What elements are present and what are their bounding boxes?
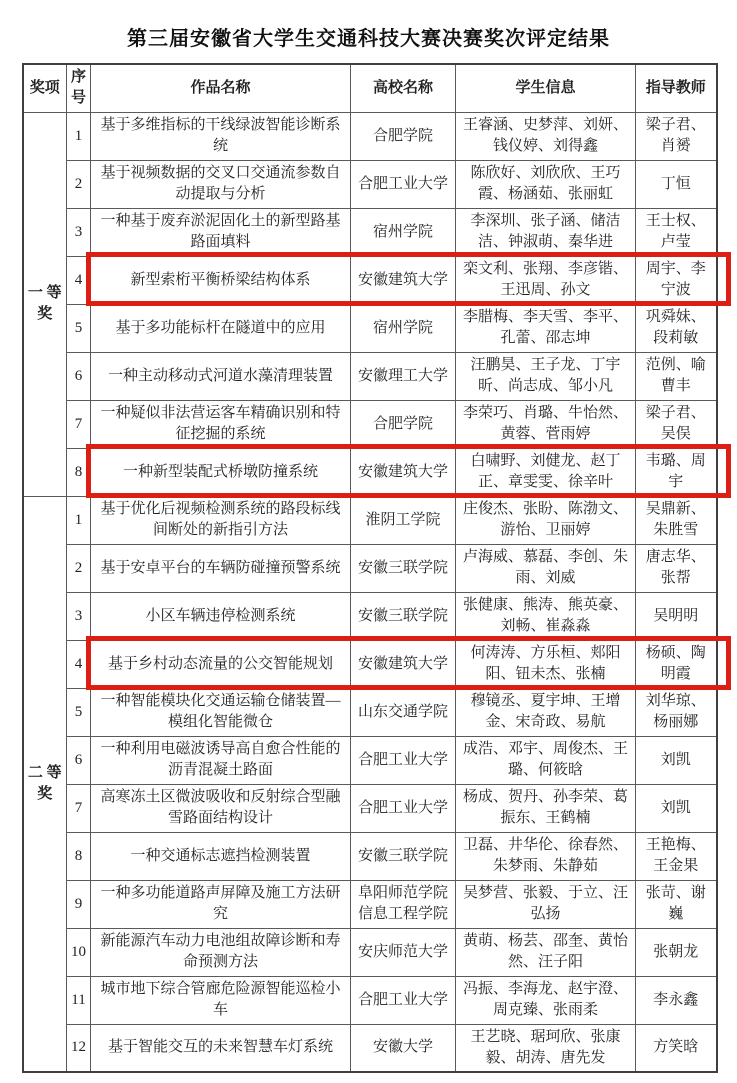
cell-work-title: 高寒冻土区微波吸收和反射综合型融雪路面结构设计 [91,784,351,832]
cell-serial-number: 4 [67,640,91,688]
table-row [23,112,717,160]
cell-serial-number: 8 [67,832,91,880]
cell-students: 陈欣好、刘欣欣、王巧霞、杨涵茹、张丽虹 [456,160,636,208]
cell-university: 宿州学院 [351,304,456,352]
cell-advisors: 丁恒 [636,160,717,208]
cell-university: 合肥学院 [351,112,456,160]
cell-serial-number: 2 [67,160,91,208]
cell-serial-number: 7 [67,400,91,448]
cell-students: 李深圳、张子涵、储洁洁、钟淑萌、秦华进 [456,208,636,256]
cell-serial-number: 6 [67,352,91,400]
table-row [23,784,717,832]
cell-university: 安徽建筑大学 [351,256,456,304]
results-table [22,63,718,1073]
cell-advisors: 张朝龙 [636,928,717,976]
cell-work-title: 一种智能模块化交通运输仓储装置—模组化智能微仓 [91,688,351,736]
cell-work-title: 一种疑似非法营运客车精确识别和特征挖掘的系统 [91,400,351,448]
col-header-university: 高校名称 [351,64,456,112]
cell-serial-number: 5 [67,304,91,352]
cell-students: 成浩、邓宇、周俊杰、王璐、何筱晗 [456,736,636,784]
results-table-wrap [22,63,716,1073]
cell-work-title: 基于乡村动态流量的公交智能规划 [91,640,351,688]
cell-university: 合肥工业大学 [351,976,456,1024]
cell-students: 黄萌、杨芸、邵奎、黄怡然、汪子阳 [456,928,636,976]
cell-university: 合肥学院 [351,400,456,448]
table-row [23,448,717,496]
cell-students: 栾文利、张翔、李彦锴、王迅周、孙文 [456,256,636,304]
table-row [23,832,717,880]
cell-advisors: 方笑晗 [636,1024,717,1072]
col-header-serial: 序号 [67,64,91,112]
cell-university: 安徽三联学院 [351,592,456,640]
cell-serial-number: 7 [67,784,91,832]
cell-students: 吴梦营、张毅、于立、汪弘扬 [456,880,636,928]
cell-students: 卫磊、井华伦、徐春然、朱梦雨、朱静茹 [456,832,636,880]
cell-university: 安庆师范大学 [351,928,456,976]
cell-work-title: 基于多维指标的干线绿波智能诊断系统 [91,112,351,160]
cell-work-title: 一种多功能道路声屏障及施工方法研究 [91,880,351,928]
cell-work-title: 基于视频数据的交叉口交通流参数自动提取与分析 [91,160,351,208]
cell-students: 穆镜丞、夏宇坤、王增金、宋奇政、易航 [456,688,636,736]
cell-university: 宿州学院 [351,208,456,256]
table-row [23,1024,717,1072]
table-row [23,688,717,736]
table-row [23,544,717,592]
col-header-students: 学生信息 [456,64,636,112]
cell-students: 李荣巧、肖璐、牛怡然、黄蓉、菅雨婷 [456,400,636,448]
cell-advisors: 张苛、谢巍 [636,880,717,928]
table-row [23,736,717,784]
cell-university: 合肥工业大学 [351,736,456,784]
cell-advisors: 梁子君、肖赟 [636,112,717,160]
table-row [23,208,717,256]
cell-advisors: 韦璐、周宇 [636,448,717,496]
table-row [23,928,717,976]
cell-advisors: 唐志华、张帮 [636,544,717,592]
cell-serial-number: 4 [67,256,91,304]
cell-serial-number: 1 [67,112,91,160]
cell-serial-number: 6 [67,736,91,784]
cell-students: 张健康、熊涛、熊英豪、刘畅、崔淼淼 [456,592,636,640]
cell-students: 李腊梅、李天雪、李平、孔蕾、邵志坤 [456,304,636,352]
table-row [23,880,717,928]
cell-students: 冯振、李海龙、赵宇澄、周克臻、张雨柔 [456,976,636,1024]
cell-serial-number: 1 [67,496,91,544]
cell-students: 杨成、贺丹、孙李荣、葛振东、王鹤楠 [456,784,636,832]
cell-work-title: 小区车辆违停检测系统 [91,592,351,640]
cell-advisors: 周宇、李宁波 [636,256,717,304]
cell-serial-number: 11 [67,976,91,1024]
cell-university: 安徽大学 [351,1024,456,1072]
cell-advisors: 杨硕、陶明霞 [636,640,717,688]
page-title: 第三届安徽省大学生交通科技大赛决赛奖次评定结果 [127,28,610,50]
col-header-award: 奖项 [23,64,67,112]
table-row [23,304,717,352]
cell-advisors: 刘凯 [636,784,717,832]
cell-work-title: 一种基于废弃淤泥固化土的新型路基路面填料 [91,208,351,256]
header-row [23,64,717,112]
cell-work-title: 一种利用电磁波诱导高自愈合性能的沥青混凝土路面 [91,736,351,784]
cell-students: 何涛涛、方乐桓、郏阳阳、钮未杰、张楠 [456,640,636,688]
cell-advisors: 刘凯 [636,736,717,784]
col-header-work: 作品名称 [91,64,351,112]
cell-university: 阜阳师范学院信息工程学院 [351,880,456,928]
cell-advisors: 李永鑫 [636,976,717,1024]
cell-serial-number: 5 [67,688,91,736]
cell-advisors: 王艳梅、王金果 [636,832,717,880]
cell-work-title: 一种主动移动式河道水藻清理装置 [91,352,351,400]
cell-work-title: 一种新型装配式桥墩防撞系统 [91,448,351,496]
cell-students: 王睿涵、史梦萍、刘妍、钱仪婷、刘得鑫 [456,112,636,160]
cell-serial-number: 9 [67,880,91,928]
cell-advisors: 吴鼎新、朱胜雪 [636,496,717,544]
cell-students: 汪鹏昊、王子龙、丁宇昕、尚志成、邹小凡 [456,352,636,400]
cell-students: 卢海威、慕磊、李创、朱雨、刘威 [456,544,636,592]
cell-university: 合肥工业大学 [351,784,456,832]
cell-serial-number: 12 [67,1024,91,1072]
cell-students: 白啸野、刘健龙、赵丁正、章雯雯、徐辛叶 [456,448,636,496]
cell-serial-number: 8 [67,448,91,496]
cell-university: 合肥工业大学 [351,160,456,208]
table-row [23,160,717,208]
cell-work-title: 一种交通标志遮挡检测装置 [91,832,351,880]
table-row [23,256,717,304]
cell-serial-number: 3 [67,208,91,256]
cell-work-title: 基于智能交互的未来智慧车灯系统 [91,1024,351,1072]
cell-work-title: 新型索桁平衡桥梁结构体系 [91,256,351,304]
cell-university: 淮阴工学院 [351,496,456,544]
cell-advisors: 王士权、卢莹 [636,208,717,256]
cell-university: 安徽建筑大学 [351,448,456,496]
cell-students: 庄俊杰、张盼、陈渤文、游怡、卫丽婷 [456,496,636,544]
cell-advisors: 刘华琼、杨丽娜 [636,688,717,736]
cell-university: 安徽理工大学 [351,352,456,400]
cell-work-title: 城市地下综合管廊危险源智能巡检小车 [91,976,351,1024]
table-row [23,976,717,1024]
cell-advisors: 吴明明 [636,592,717,640]
cell-award-1: 一 等 奖 [23,112,67,496]
cell-serial-number: 10 [67,928,91,976]
cell-advisors: 梁子君、吴俣 [636,400,717,448]
cell-university: 山东交通学院 [351,688,456,736]
cell-work-title: 基于安卓平台的车辆防碰撞预警系统 [91,544,351,592]
cell-serial-number: 3 [67,592,91,640]
cell-work-title: 新能源汽车动力电池组故障诊断和寿命预测方法 [91,928,351,976]
cell-university: 安徽三联学院 [351,544,456,592]
table-row [23,592,717,640]
table-row [23,400,717,448]
table-row [23,352,717,400]
cell-work-title: 基于优化后视频检测系统的路段标线间断处的新指引方法 [91,496,351,544]
col-header-advisors: 指导教师 [636,64,717,112]
cell-university: 安徽三联学院 [351,832,456,880]
table-row [23,640,717,688]
cell-students: 王艺晓、琚珂欣、张康毅、胡涛、唐先发 [456,1024,636,1072]
cell-advisors: 巩舜妹、段莉敏 [636,304,717,352]
cell-serial-number: 2 [67,544,91,592]
cell-work-title: 基于多功能标杆在隧道中的应用 [91,304,351,352]
cell-university: 安徽建筑大学 [351,640,456,688]
table-row [23,496,717,544]
cell-award-2: 二 等 奖 [23,496,67,1072]
cell-advisors: 范例、喻曹丰 [636,352,717,400]
